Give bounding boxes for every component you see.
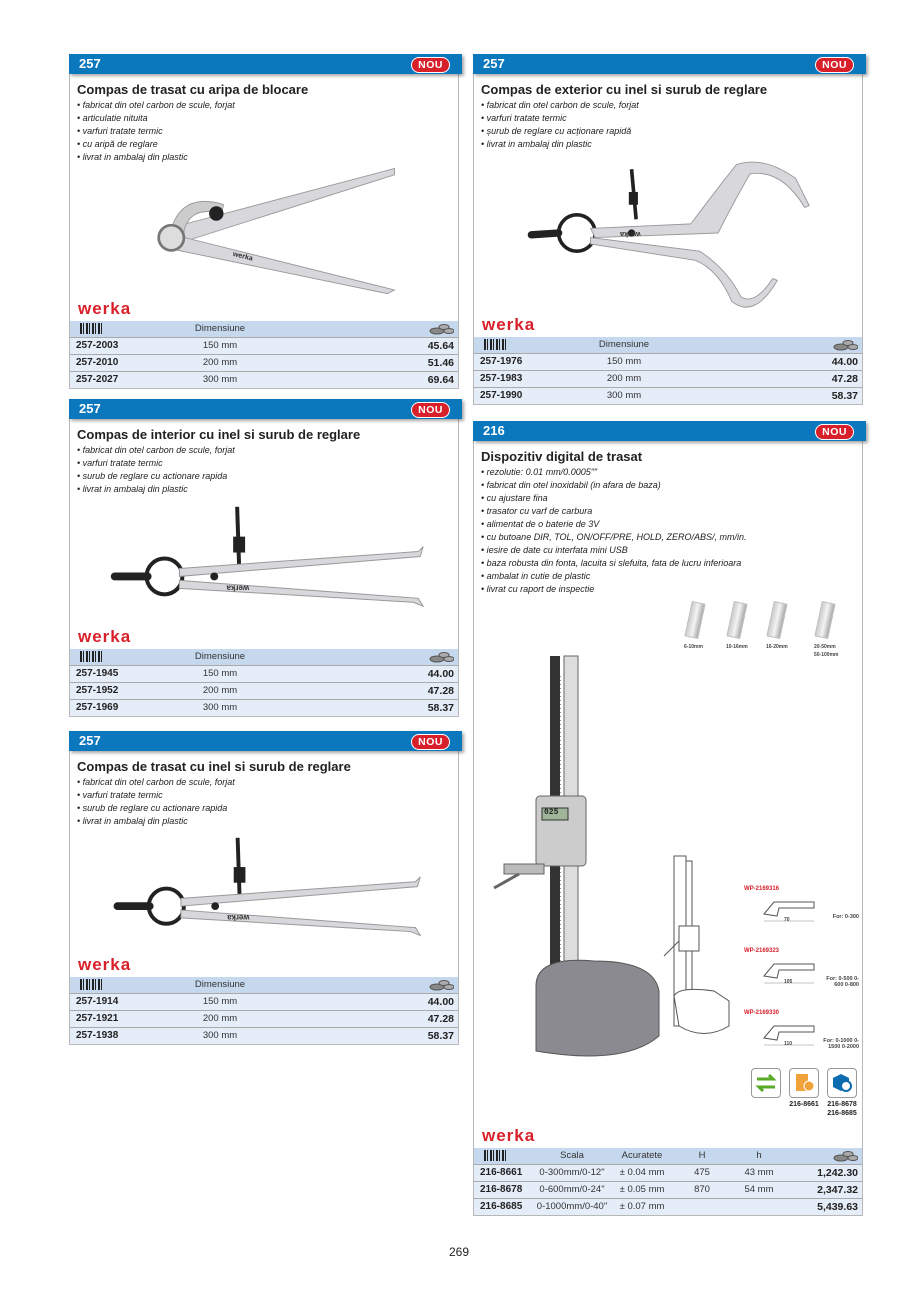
- svg-text:werka: werka: [232, 249, 254, 263]
- cell-value: 870: [676, 1181, 728, 1198]
- probe-label: 50-100mm: [814, 652, 839, 658]
- table-row: [474, 1164, 862, 1181]
- price: 51.46: [260, 354, 458, 371]
- icon-label: 216-8661: [789, 1101, 819, 1108]
- wing-compass-image: [70, 164, 458, 299]
- feature-text: fabricat din otel carbon de scule, forjat: [82, 777, 235, 787]
- cell-value: [728, 1198, 790, 1215]
- product-image-area: [70, 496, 458, 627]
- accessory-code: WP-2169316: [744, 886, 780, 892]
- article-code: 257-1914: [70, 993, 180, 1010]
- price-header: [260, 649, 458, 665]
- article-code: 257-2027: [70, 371, 180, 388]
- price-coins-icon: [428, 651, 454, 663]
- price: 47.28: [260, 1010, 458, 1027]
- brand-logo: werka: [78, 955, 132, 974]
- feature-text: iesire de date cu interfata mini USB: [486, 545, 628, 555]
- column-header: Acuratete: [608, 1148, 676, 1164]
- accessory-code: WP-2169330: [744, 1010, 780, 1016]
- feature-text: cu aripă de reglare: [82, 139, 158, 149]
- table-row: [70, 371, 458, 388]
- feature-bullet: • alimentat de o baterie de 3V: [481, 519, 600, 529]
- feature-bullet: • iesire de date cu interfata mini USB: [481, 545, 628, 555]
- cell-value: 200 mm: [584, 370, 664, 387]
- feature-text: varfuri tratate termic: [486, 113, 567, 123]
- price: 2,347.32: [790, 1181, 862, 1198]
- feature-text: fabricat din otel carbon de scule, forjat: [486, 100, 639, 110]
- feature-bullet: • varfuri tratate termic: [77, 790, 163, 800]
- column-header: h: [728, 1148, 790, 1164]
- article-code: 216-8685: [474, 1198, 536, 1215]
- cell-value: 43 mm: [728, 1164, 790, 1181]
- cell-value: ± 0.07 mm: [608, 1198, 676, 1215]
- feature-bullet: • varfuri tratate termic: [77, 126, 163, 136]
- cell-value: 0-300mm/0-12": [536, 1164, 608, 1181]
- barcode-icon: [80, 979, 104, 990]
- cell-value: ± 0.04 mm: [608, 1164, 676, 1181]
- product-image-area: [70, 828, 458, 955]
- cell-value: 300 mm: [180, 1027, 260, 1044]
- price: 44.00: [664, 353, 862, 370]
- accessory-for: For: 0-300: [832, 914, 859, 920]
- page-number: 269: [449, 1245, 470, 1259]
- probe-label: 16-20mm: [766, 644, 788, 650]
- product-image-area: [474, 596, 862, 1126]
- probe-label: 20-50mm: [814, 644, 836, 650]
- product-card: [69, 731, 459, 1045]
- article-code: 257-1952: [70, 682, 180, 699]
- probe-label: 10-16mm: [726, 644, 748, 650]
- feature-text: varfuri tratate termic: [82, 126, 163, 136]
- table-header: [70, 321, 458, 337]
- price-coins-icon: [428, 323, 454, 335]
- table-row: [474, 370, 862, 387]
- feature-text: varfuri tratate termic: [82, 790, 163, 800]
- price: 44.00: [260, 993, 458, 1010]
- table-row: [70, 354, 458, 371]
- article-code: 257-1921: [70, 1010, 180, 1027]
- feature-text: livrat in ambalaj din plastic: [82, 484, 188, 494]
- cell-value: 200 mm: [180, 1010, 260, 1027]
- article-code: 257-2003: [70, 337, 180, 354]
- cell-value: 300 mm: [180, 371, 260, 388]
- feature-bullet: • fabricat din otel carbon de scule, forjat: [77, 777, 235, 787]
- table-row: [70, 699, 458, 716]
- group-header: [473, 421, 866, 441]
- product-table: [474, 1148, 862, 1215]
- inside-compass-image: [70, 496, 458, 627]
- product-image-area: [70, 164, 458, 299]
- product-image-area: [474, 151, 862, 315]
- feature-bullet: • cu butoane DIR, TOL, ON/OFF/PRE, HOLD, ZERO/ABS/, mm/in.: [481, 532, 747, 542]
- price-coins-icon: [428, 979, 454, 991]
- price-coins-icon: [832, 1150, 858, 1162]
- feature-text: cu butoane DIR, TOL, ON/OFF/PRE, HOLD, ZERO/ABS/, mm/in.: [486, 532, 747, 542]
- svg-text:werka: werka: [226, 583, 250, 593]
- outside-compass-image: [474, 151, 862, 315]
- feature-bullet: • fabricat din otel carbon de scule, forjat: [77, 100, 235, 110]
- article-code: 257-2010: [70, 354, 180, 371]
- cell-value: 150 mm: [584, 353, 664, 370]
- feature-bullet: • fabricat din otel carbon de scule, forjat: [77, 445, 235, 455]
- feature-text: șurub de reglare cu acționare rapidă: [486, 126, 632, 136]
- icon-label: 216-8678 216-8685: [827, 1101, 857, 1117]
- table-header: [474, 337, 862, 353]
- product-title: Compas de interior cu inel si surub de reglare: [77, 427, 361, 442]
- article-code: 257-1945: [70, 665, 180, 682]
- feature-bullet: • livrat in ambalaj din plastic: [77, 152, 188, 162]
- column-header: H: [676, 1148, 728, 1164]
- article-code: 257-1938: [70, 1027, 180, 1044]
- group-header: [69, 54, 462, 74]
- accessory-for: For: 0-1000 0-1500 0-2000: [823, 1038, 859, 1050]
- product-table: [70, 977, 458, 1044]
- group-number: 257: [483, 56, 505, 71]
- accessory-dim: 70: [784, 917, 790, 923]
- cell-value: 200 mm: [180, 354, 260, 371]
- cell-value: 300 mm: [180, 699, 260, 716]
- price: 5,439.63: [790, 1198, 862, 1215]
- feature-text: livrat in ambalaj din plastic: [486, 139, 592, 149]
- table-header: [70, 977, 458, 993]
- barcode-icon: [80, 651, 104, 662]
- column-header: Dimensiune: [180, 649, 260, 665]
- brand-logo: werka: [482, 315, 536, 334]
- product-card: [473, 54, 863, 405]
- brand-logo: werka: [78, 627, 132, 646]
- article-code: 257-1983: [474, 370, 584, 387]
- feature-text: rezolutie: 0.01 mm/0.0005"": [486, 467, 598, 477]
- group-header: [69, 399, 462, 419]
- feature-text: varfuri tratate termic: [82, 458, 163, 468]
- feature-bullet: • livrat in ambalaj din plastic: [77, 484, 188, 494]
- feature-text: trasator cu varf de carbura: [486, 506, 593, 516]
- feature-bullet: • trasator cu varf de carbura: [481, 506, 593, 516]
- feature-text: surub de reglare cu actionare rapida: [82, 471, 228, 481]
- price: 58.37: [664, 387, 862, 404]
- column-header: Dimensiune: [180, 321, 260, 337]
- price: 69.64: [260, 371, 458, 388]
- cell-value: 0-600mm/0-24": [536, 1181, 608, 1198]
- feature-text: livrat in ambalaj din plastic: [82, 816, 188, 826]
- feature-bullet: • livrat in ambalaj din plastic: [481, 139, 592, 149]
- accessory-for: For: 0-500 0-600 0-800: [826, 976, 859, 988]
- new-badge: NOU: [815, 57, 854, 73]
- price: 47.28: [260, 682, 458, 699]
- product-table: [70, 321, 458, 388]
- price-header: [790, 1148, 862, 1164]
- cell-value: 54 mm: [728, 1181, 790, 1198]
- brand-logo: werka: [482, 1126, 536, 1145]
- product-card: [69, 399, 459, 717]
- new-badge: NOU: [815, 424, 854, 440]
- table-row: [70, 682, 458, 699]
- feature-bullet: • șurub de reglare cu acționare rapidă: [481, 126, 632, 136]
- feature-bullet: • baza robusta din fonta, lacuita si slefuita, fata de lucru inferioara: [481, 558, 742, 568]
- cell-value: 475: [676, 1164, 728, 1181]
- table-row: [474, 1181, 862, 1198]
- group-header: [473, 54, 866, 74]
- exchange-arrows-icon[interactable]: [751, 1068, 781, 1098]
- certificate-icon[interactable]: [789, 1068, 819, 1098]
- gauge-display-value: 025: [544, 808, 559, 817]
- price-header: [260, 321, 458, 337]
- article-code: 216-8661: [474, 1164, 536, 1181]
- price: 58.37: [260, 1027, 458, 1044]
- barcode-icon: [484, 339, 508, 350]
- cell-value: 300 mm: [584, 387, 664, 404]
- table-row: [70, 993, 458, 1010]
- group-number: 216: [483, 423, 505, 438]
- table-row: [70, 665, 458, 682]
- table-row: [474, 1198, 862, 1215]
- cell-value: [676, 1198, 728, 1215]
- feature-bullet: • livrat cu raport de inspectie: [481, 584, 595, 594]
- feature-text: articulatie nituita: [82, 113, 148, 123]
- table-header: [474, 1148, 862, 1164]
- feature-bullet: • fabricat din otel inoxidabil (in afara de baza): [481, 480, 661, 490]
- accessory-dim: 110: [784, 1041, 793, 1047]
- article-code: 257-1990: [474, 387, 584, 404]
- feature-text: ambalat in cutie de plastic: [486, 571, 591, 581]
- inspection-icon[interactable]: [827, 1068, 857, 1098]
- accessory-dim: 105: [784, 979, 793, 985]
- price-header: [260, 977, 458, 993]
- feature-text: livrat cu raport de inspectie: [486, 584, 595, 594]
- feature-text: baza robusta din fonta, lacuita si slefuita, fata de lucru inferioara: [486, 558, 742, 568]
- feature-bullet: • articulatie nituita: [77, 113, 148, 123]
- feature-text: fabricat din otel carbon de scule, forjat: [82, 445, 235, 455]
- cell-value: 150 mm: [180, 993, 260, 1010]
- product-title: Compas de exterior cu inel si surub de reglare: [481, 82, 768, 97]
- feature-bullet: • surub de reglare cu actionare rapida: [77, 471, 228, 481]
- feature-text: alimentat de o baterie de 3V: [486, 519, 600, 529]
- product-title: Compas de trasat cu aripa de blocare: [77, 82, 309, 97]
- feature-bullet: • ambalat in cutie de plastic: [481, 571, 591, 581]
- table-row: [474, 387, 862, 404]
- table-row: [70, 1010, 458, 1027]
- price: 45.64: [260, 337, 458, 354]
- article-code: 216-8678: [474, 1181, 536, 1198]
- price: 47.28: [664, 370, 862, 387]
- cell-value: ± 0.05 mm: [608, 1181, 676, 1198]
- column-header: Dimensiune: [584, 337, 664, 353]
- feature-bullet: • rezolutie: 0.01 mm/0.0005"": [481, 467, 598, 477]
- article-code: 257-1976: [474, 353, 584, 370]
- feature-text: livrat in ambalaj din plastic: [82, 152, 188, 162]
- table-row: [474, 353, 862, 370]
- group-number: 257: [79, 56, 101, 71]
- column-header: Scala: [536, 1148, 608, 1164]
- table-row: [70, 337, 458, 354]
- product-card: [69, 54, 459, 389]
- scribing-compass-image: [70, 828, 458, 955]
- product-title: Compas de trasat cu inel si surub de reglare: [77, 759, 351, 774]
- article-code: 257-1969: [70, 699, 180, 716]
- barcode-icon: [484, 1150, 508, 1161]
- feature-bullet: • fabricat din otel carbon de scule, forjat: [481, 100, 639, 110]
- new-badge: NOU: [411, 734, 450, 750]
- price: 44.00: [260, 665, 458, 682]
- group-number: 257: [79, 401, 101, 416]
- feature-bullet: • cu aripă de reglare: [77, 139, 158, 149]
- column-header: Dimensiune: [180, 977, 260, 993]
- feature-bullet: • varfuri tratate termic: [77, 458, 163, 468]
- new-badge: NOU: [411, 57, 450, 73]
- feature-text: cu ajustare fina: [486, 493, 548, 503]
- price: 1,242.30: [790, 1164, 862, 1181]
- feature-text: surub de reglare cu actionare rapida: [82, 803, 228, 813]
- group-number: 257: [79, 733, 101, 748]
- brand-logo: werka: [78, 299, 132, 318]
- group-header: [69, 731, 462, 751]
- new-badge: NOU: [411, 402, 450, 418]
- product-title: Dispozitiv digital de trasat: [481, 449, 643, 464]
- product-card: [473, 421, 863, 1216]
- table-header: [70, 649, 458, 665]
- feature-bullet: • surub de reglare cu actionare rapida: [77, 803, 228, 813]
- cell-value: 0-1000mm/0-40": [536, 1198, 608, 1215]
- feature-bullet: • livrat in ambalaj din plastic: [77, 816, 188, 826]
- price-header: [664, 337, 862, 353]
- cell-value: 150 mm: [180, 337, 260, 354]
- cell-value: 150 mm: [180, 665, 260, 682]
- cell-value: 200 mm: [180, 682, 260, 699]
- feature-text: fabricat din otel carbon de scule, forjat: [82, 100, 235, 110]
- price-coins-icon: [832, 339, 858, 351]
- feature-bullet: • cu ajustare fina: [481, 493, 548, 503]
- feature-bullet: • varfuri tratate termic: [481, 113, 567, 123]
- barcode-icon: [80, 323, 104, 334]
- table-row: [70, 1027, 458, 1044]
- svg-text:werka: werka: [227, 912, 250, 922]
- product-table: [70, 649, 458, 716]
- product-table: [474, 337, 862, 404]
- feature-text: fabricat din otel inoxidabil (in afara de baza): [486, 480, 661, 490]
- accessory-code: WP-2169323: [744, 948, 780, 954]
- price: 58.37: [260, 699, 458, 716]
- svg-text:werka: werka: [620, 230, 641, 240]
- probe-label: 6-10mm: [684, 644, 703, 650]
